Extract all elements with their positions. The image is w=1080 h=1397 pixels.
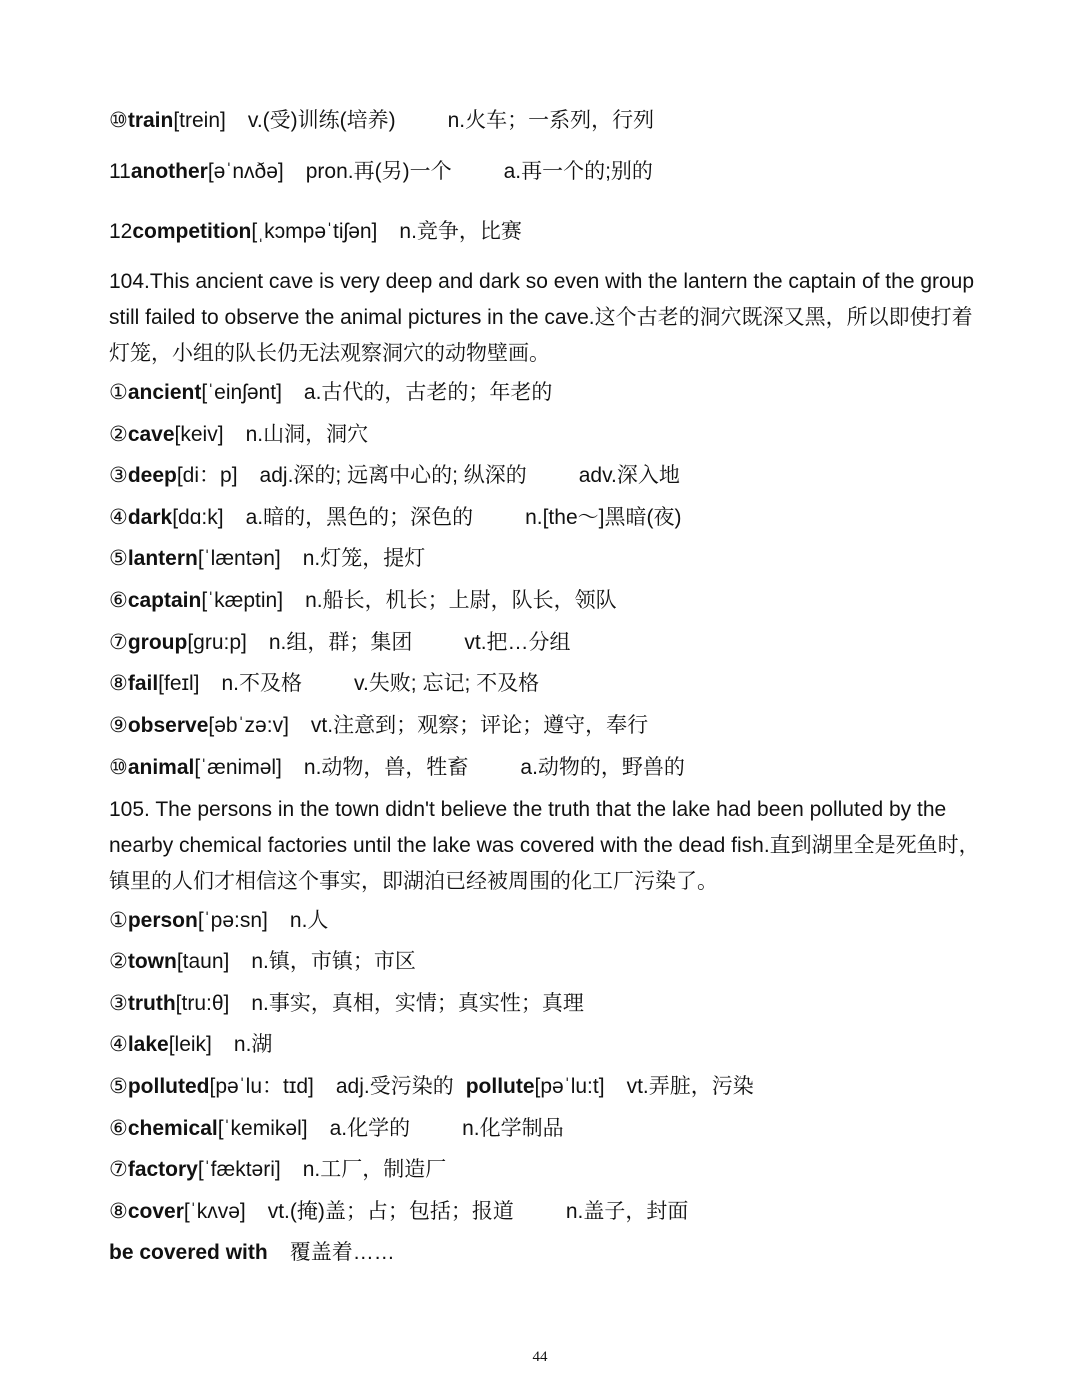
vocab-word: factory [127, 1158, 198, 1181]
vocab-item [109, 1194, 989, 1230]
vocab-word: deep [127, 464, 177, 487]
phonetic-2: [pəˈlu:t] [534, 1075, 605, 1098]
vocab-item [109, 750, 989, 786]
definition-2: a.再一个的;别的 [503, 160, 653, 183]
item-number: ③ [109, 992, 128, 1015]
phonetic: [pəˈlu：tɪd] [209, 1075, 314, 1098]
vocab-word: ancient [127, 381, 202, 404]
vocab-word: lake [127, 1033, 169, 1056]
phonetic: [dɑ:k] [172, 506, 224, 529]
definition: adj.受污染的 [335, 1075, 454, 1098]
definition-2: n.化学制品 [462, 1117, 564, 1140]
vocab-item [109, 1027, 989, 1063]
vocab-item [109, 417, 989, 453]
vocab-item [109, 903, 989, 939]
item-number: ⑥ [109, 1117, 128, 1140]
vocab-word: chemical [127, 1117, 218, 1140]
vocab-item [109, 986, 989, 1022]
vocab-word: cover [127, 1200, 184, 1223]
item-number: ① [109, 909, 128, 932]
vocab-item [109, 541, 989, 577]
definition: n.竞争，比赛 [399, 220, 522, 243]
vocab-item [109, 154, 989, 190]
item-number: 12 [109, 220, 133, 243]
definition: adj.深的; 远离中心的; 纵深的 [259, 464, 527, 487]
item-number: ⑩ [109, 756, 128, 779]
example-sentence-104: 104.This ancient cave is very deep and dark so even with the lantern the captain of the group still failed to observe the animal pictures in the cave.这个古老的洞穴既深又黑，所以即使打着灯笼，小组的队长仍无法观察洞穴的动物壁画。 [109, 270, 975, 365]
definition-2: n.盖子，封面 [565, 1200, 689, 1223]
definition: n.山洞，洞穴 [245, 423, 369, 446]
vocab-word: cave [127, 423, 175, 446]
item-number: ⑤ [109, 1075, 128, 1098]
definition: a.古代的，古老的；年老的 [303, 381, 553, 404]
phonetic: [leik] [168, 1033, 212, 1056]
definition: a.暗的，黑色的；深色的 [245, 506, 474, 529]
phrase-chinese: 覆盖着…… [289, 1241, 395, 1264]
item-number: ④ [109, 1033, 128, 1056]
vocab-word: person [127, 909, 198, 932]
vocab-item [109, 214, 989, 250]
vocab-item [109, 500, 989, 536]
item-number: ⑤ [109, 547, 128, 570]
definition: n.湖 [233, 1033, 273, 1056]
phonetic: [tru:θ] [175, 992, 230, 1015]
vocab-word: competition [132, 220, 252, 243]
phonetic: [ˈeinʃənt] [201, 381, 282, 404]
item-number: ⑥ [109, 589, 128, 612]
definition: v.(受)训练(培养) [247, 109, 396, 132]
item-number: ② [109, 950, 128, 973]
phonetic: [ˈpə:sn] [197, 909, 268, 932]
item-number: ⑦ [109, 1158, 128, 1181]
vocab-item [109, 625, 989, 661]
phonetic: [di：p] [176, 464, 238, 487]
vocab-item [109, 375, 989, 411]
phonetic: [ˈkæptin] [201, 589, 284, 612]
phrase-english: be covered with [109, 1241, 268, 1264]
vocab-item [109, 583, 989, 619]
phonetic: [trein] [173, 109, 226, 132]
phonetic: [ˈlæntən] [197, 547, 281, 570]
definition: n.事实，真相，实情；真实性；真理 [251, 992, 584, 1015]
definition-2: vt.弄脏，污染 [626, 1075, 754, 1098]
phrase-item [109, 1235, 989, 1271]
definition-2: n.火车；一系列，行列 [447, 109, 655, 132]
item-number: ④ [109, 506, 128, 529]
definition-2: a.动物的，野兽的 [520, 756, 685, 779]
vocab-item [109, 666, 989, 702]
vocab-item [109, 103, 989, 139]
phonetic: [ˈkemikəl] [217, 1117, 308, 1140]
vocab-item [109, 944, 989, 980]
item-number: ⑨ [109, 714, 128, 737]
phonetic: [ˌkɔmpəˈtiʃən] [251, 220, 378, 243]
vocab-item [109, 1069, 989, 1105]
vocab-word: captain [127, 589, 202, 612]
definition: n.组，群；集团 [268, 631, 413, 654]
definition-2: adv.深入地 [578, 464, 680, 487]
vocab-word: animal [127, 756, 195, 779]
page-number: 44 [532, 1349, 548, 1365]
phonetic: [feɪl] [158, 672, 200, 695]
item-number: ⑩ [109, 109, 128, 132]
vocab-item [109, 1111, 989, 1147]
definition: n.船长，机长；上尉，队长，领队 [305, 589, 617, 612]
vocab-item [109, 1152, 989, 1188]
definition: pron.再(另)一个 [305, 160, 452, 183]
definition: a.化学的 [329, 1117, 411, 1140]
definition: vt.(掩)盖；占；包括；报道 [267, 1200, 514, 1223]
definition: n.工厂，制造厂 [302, 1158, 447, 1181]
definition-2: v.失败; 忘记; 不及格 [354, 672, 540, 695]
vocab-word: dark [127, 506, 173, 529]
phonetic: [taun] [176, 950, 230, 973]
vocab-word: group [127, 631, 188, 654]
vocab-word: polluted [127, 1075, 210, 1098]
item-number: ③ [109, 464, 128, 487]
definition: n.人 [289, 909, 329, 932]
vocab-item [109, 458, 989, 494]
vocab-word: truth [127, 992, 176, 1015]
definition: vt.注意到；观察；评论；遵守，奉行 [310, 714, 649, 737]
vocab-word: town [127, 950, 177, 973]
phonetic: [ˈænimәl] [194, 756, 282, 779]
vocab-word: train [127, 109, 174, 132]
vocab-word: observe [127, 714, 209, 737]
item-number: ⑧ [109, 1200, 128, 1223]
definition: n.动物，兽，牲畜 [303, 756, 469, 779]
phonetic: [keiv] [174, 423, 224, 446]
phonetic: [ˈkʌvə] [183, 1200, 246, 1223]
definition-2: n.[the～]黑暗(夜) [525, 506, 682, 529]
definition-2: vt.把…分组 [464, 631, 571, 654]
vocab-word: fail [127, 672, 159, 695]
phonetic: [əˈnʌðə] [207, 160, 284, 183]
vocab-word: another [130, 160, 208, 183]
item-number: ⑦ [109, 631, 128, 654]
phonetic: [ˈfæktəri] [197, 1158, 281, 1181]
item-number: ⑧ [109, 672, 128, 695]
vocab-word: lantern [127, 547, 198, 570]
definition: n.不及格 [221, 672, 303, 695]
example-sentence-105: 105. The persons in the town didn't believe the truth that the lake had been polluted by the nearby chemical factories until the lake was covered with the dead fish.直到湖里全是死鱼时，镇里的人们才相信这个事实，即湖泊已经被周围的化工厂污染了。 [109, 798, 980, 893]
item-number: ② [109, 423, 128, 446]
item-number: ① [109, 381, 128, 404]
phonetic: [gru:p] [187, 631, 247, 654]
phonetic: [əbˈzə:v] [208, 714, 289, 737]
vocab-item [109, 708, 989, 744]
item-number: 11 [109, 160, 131, 183]
definition: n.镇，市镇；市区 [251, 950, 416, 973]
definition: n.灯笼，提灯 [302, 547, 426, 570]
vocab-word-2: pollute [465, 1075, 535, 1098]
